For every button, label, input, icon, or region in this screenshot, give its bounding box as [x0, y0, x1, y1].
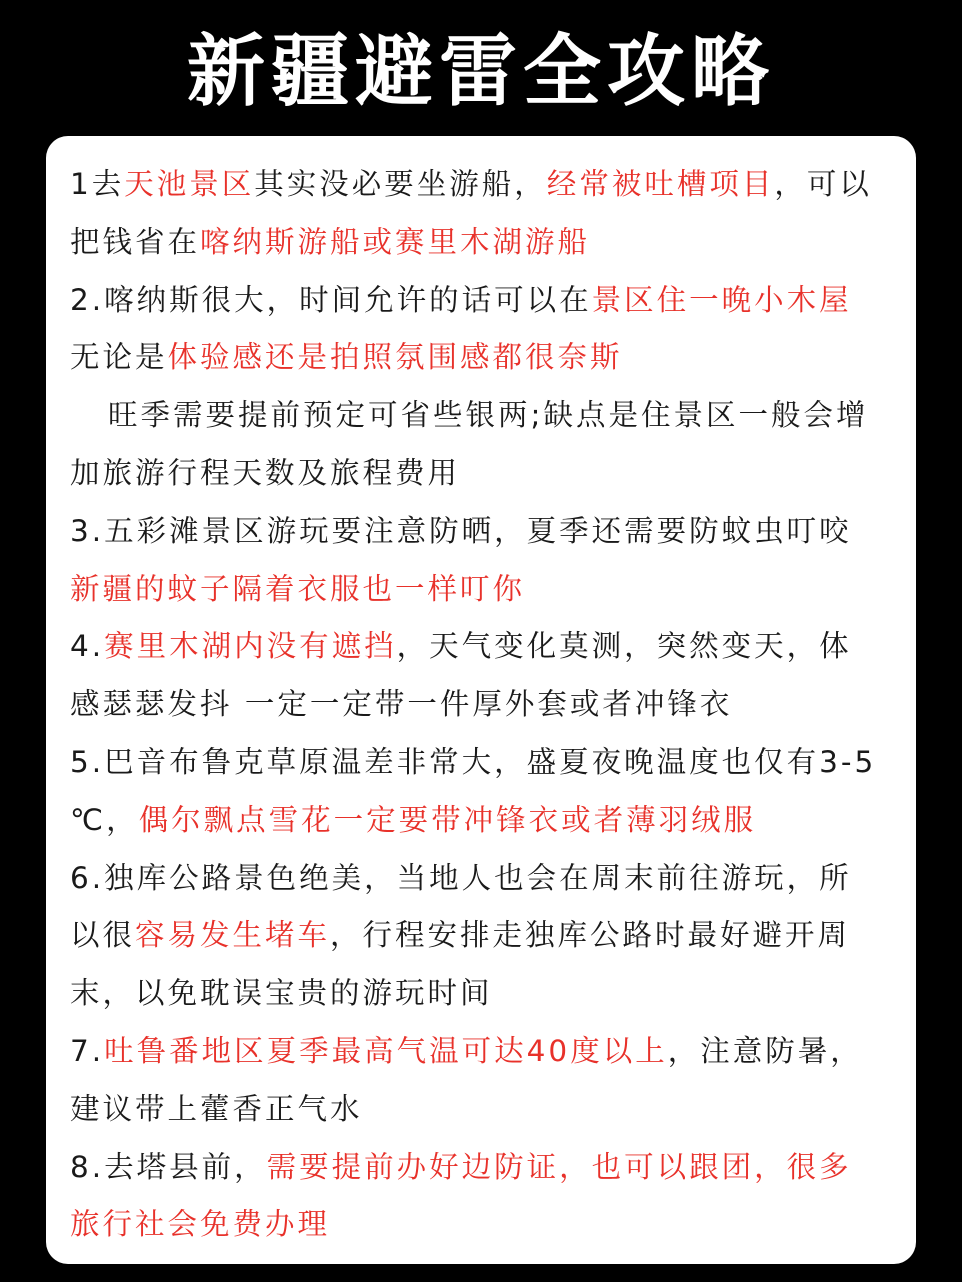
- tip-5-line-2: ℃，偶尔飘点雪花一定要带冲锋衣或者薄羽绒服: [70, 802, 757, 837]
- tip-3-line-1: 3.五彩滩景区游玩要注意防晒，夏季还需要防蚊虫叮咬: [70, 513, 852, 548]
- tip-6-line-2: 以很容易发生堵车，行程安排走独库公路时最好避开周: [70, 918, 851, 953]
- content-card: [46, 136, 916, 1264]
- tip-2-line-1: 2.喀纳斯很大，时间允许的话可以在景区住一晚小木屋: [70, 282, 852, 317]
- tips-list: [70, 156, 900, 1254]
- tip-2-line-4: 加旅游行程天数及旅程费用: [70, 455, 461, 490]
- tip-8-line-1: 8.去塔县前，需要提前办好边防证，也可以跟团，很多: [70, 1149, 852, 1184]
- tip-7-line-2: 建议带上藿香正气水: [70, 1091, 363, 1126]
- tip-2-line-2: 无论是体验感还是拍照氛围感都很奈斯: [70, 340, 623, 375]
- page-title: 新疆避雷全攻略: [186, 27, 775, 117]
- tip-1-line-2: 把钱省在喀纳斯游船或赛里木湖游船: [70, 224, 591, 259]
- tip-5-line-1: 5.巴音布鲁克草原温差非常大，盛夏夜晚温度也仅有3-5: [70, 744, 877, 779]
- tip-6-line-3: 末，以免耽误宝贵的游玩时间: [70, 976, 493, 1011]
- tip-4-line-2: 感瑟瑟发抖 一定一定带一件厚外套或者冲锋衣: [70, 687, 733, 722]
- tip-6-line-1: 6.独库公路景色绝美，当地人也会在周末前往游玩，所: [70, 860, 852, 895]
- tip-7-line-1: 7.吐鲁番地区夏季最高气温可达40度以上，注意防暑，: [70, 1033, 863, 1068]
- tip-4-line-1: 4.赛里木湖内没有遮挡，天气变化莫测，突然变天，体: [70, 629, 852, 664]
- tip-8-line-2: 旅行社会免费办理: [70, 1207, 331, 1242]
- tip-1-line-1: 1去天池景区其实没必要坐游船，经常被吐槽项目，可以: [70, 167, 872, 201]
- tip-2-line-3: 旺季需要提前预定可省些银两;缺点是住景区一般会增: [108, 398, 869, 433]
- tip-3-line-2: 新疆的蚊子隔着衣服也一样叮你: [70, 571, 526, 606]
